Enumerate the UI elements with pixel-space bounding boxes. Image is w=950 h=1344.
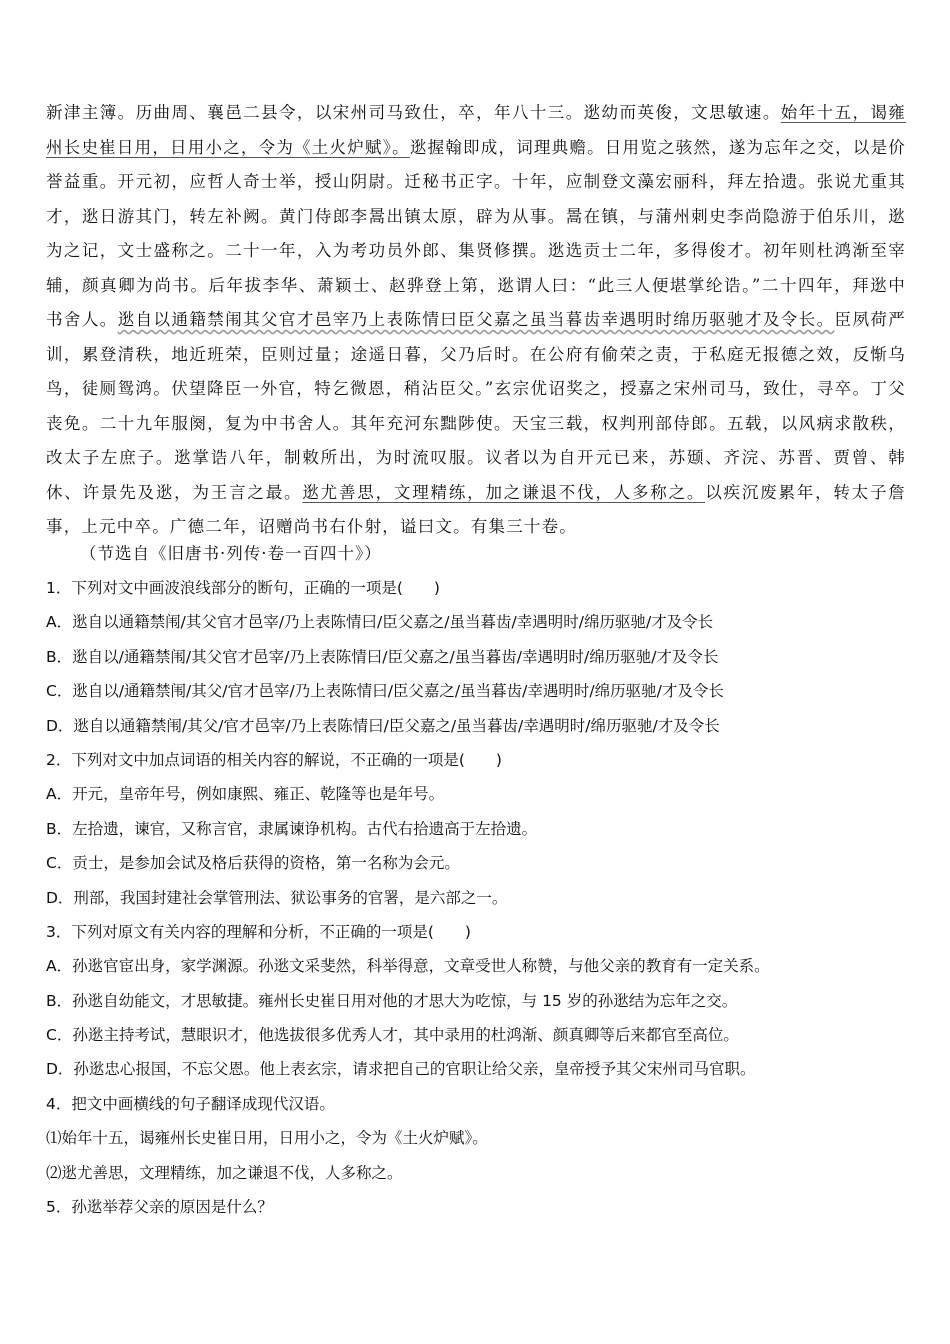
wavy-underlined-sentence: 逖自以通籍禁闱其父官才邑宰乃上表陈情曰臣父嘉之虽当暮齿幸遇明时绵历驱驰才及令长。 <box>117 310 835 329</box>
q4-item-2: ⑵逖尤善思，文理精练，加之谦退不伐，人多称之。 <box>46 1163 403 1182</box>
passage-text: 臣夙荷严训，累登清秩，地近班荣，臣则过量；途遥日暮，父乃后时。在公府有偷荣之责，于私庭无报德之效，反惭乌鸟，徒厕鸳鸿。伏望降臣一外官，特乞微恩，稍沾臣父。”玄宗优诏奖之，授嘉之宋州司马，致仕，寻卒。丁父丧免。二十九年服阕，复为中书舍人。其年充河东黜陟使。天宝三载，权判刑部侍郎。五载，以风病求散秩，改太子左庶子。逖掌诰八年，制敕所出，为时流叹服。议者以为自开元已来，苏颋、齐浣、苏晋、贾曾、韩休、许景先及逖，为王言之最。 <box>46 310 906 502</box>
question-stem-5: 5．孙逖举荐父亲的原因是什么？ <box>46 1198 273 1217</box>
q1-option-c: C．逖自以/通籍禁闱/其父/官才邑宰/乃上表陈情曰/臣父嘉之/虽当暮齿/幸遇明时/绵历驱驰/才及令长 <box>46 682 724 701</box>
q3-option-d: D．孙逖忠心报国，不忘父恩。他上表玄宗，请求把自己的官职让给父亲，皇帝授予其父宋州司马官职。 <box>46 1060 756 1079</box>
q2-option-a: A．开元，皇帝年号，例如康熙、雍正、乾隆等也是年号。 <box>46 785 445 804</box>
q1-option-a: A．逖自以通籍禁闱/其父官才邑宰/乃上表陈情曰/臣父嘉之/虽当暮齿/幸遇明时/绵历驱驰/才及令长 <box>46 613 714 632</box>
question-stem-1: 1．下列对文中画波浪线部分的断句，正确的一项是( ) <box>46 579 440 597</box>
question-list <box>46 571 916 1224</box>
q3-option-a: A．孙逖官宦出身，家学渊源。孙逖文采斐然，科举得意，文章受世人称赞，与他父亲的教育有一定关系。 <box>46 957 770 976</box>
passage-text: 逖握翰即成，词理典赡。日用览之骇然，遂为忘年之交，以是价誉益重。开元初，应哲人奇士举，授山阴尉。迁秘书正字。十年，应制登文藻宏丽科，拜左拾遗。张说尤重其才，逖日游其门，转左补阙。黄门侍郎李暠出镇太原，辟为从事。暠在镇，与蒲州刺史李尚隐游于伯乐川，逖为之记，文士盛称之。二十一年，入为考功员外郎、集贤修撰。逖选贡士二年，多得俊才。初年则杜鸿渐至宰辅，颜真卿为尚书。后年拔李华、萧颖士、赵骅登上第，逖谓人曰：“此三人便堪掌纶诰。”二十四年，拜逖中书舍人。 <box>46 137 907 329</box>
q4-item-1: ⑴始年十五，谒雍州长史崔日用，日用小之，令为《土火炉赋》。 <box>46 1129 488 1148</box>
passage-text: 以疾沉废累年，转太子詹事，上元中卒。广德二年，诏赠尚书右仆射，谥曰文。有集三十卷。 <box>46 482 907 536</box>
underlined-sentence-2: 逖尤善思，文理精练，加之谦退不伐，人多称之。 <box>302 482 706 502</box>
q2-option-c: C．贡士，是参加会试及格后获得的资格，第一名称为会元。 <box>46 854 460 873</box>
passage-text: 新津主簿。历曲周、襄邑二县令，以宋州司马致仕，卒，年八十三。逖幼而英俊，文思敏速。 <box>46 103 781 122</box>
q3-option-c: C．孙逖主持考试，慧眼识才，他选拔很多优秀人才，其中录用的杜鸿渐、颜真卿等后来都官至高位。 <box>46 1026 739 1045</box>
q1-option-b: B．逖自以/通籍禁闱/其父官才邑宰/乃上表陈情曰/臣父嘉之/虽当暮齿/幸遇明时/绵历驱驰/才及令长 <box>46 647 719 666</box>
source-citation: （节选自《旧唐书·列传·卷一百四十》） <box>80 544 382 563</box>
q3-option-b: B．孙逖自幼能文，才思敏捷。雍州长史崔日用对他的才思大为吃惊，与 15 岁的孙逖结为忘年之交。 <box>46 991 738 1010</box>
q2-option-b: B．左拾遗，谏官，又称言官，隶属谏诤机构。古代右拾遗高于左拾遗。 <box>46 819 538 838</box>
question-stem-4: 4．把文中画横线的句子翻译成现代汉语。 <box>46 1094 335 1113</box>
q2-option-d: D．刑部，我国封建社会掌管刑法、狱讼事务的官署，是六部之一。 <box>46 888 508 907</box>
q1-option-d: D．逖自以通籍禁闱/其父/官才邑宰/乃上表陈情曰/臣父嘉之/虽当暮齿/幸遇明时/绵历驱驰/才及令长 <box>46 716 720 735</box>
underlined-sentence-1: 始年十五，谒雍州长史崔日用，日用小之，令为《土火炉赋》。 <box>46 103 906 157</box>
question-stem-3: 3．下列对原文有关内容的理解和分析，不正确的一项是( ) <box>46 922 471 941</box>
classical-chinese-passage <box>46 96 906 545</box>
question-stem-2: 2．下列对文中加点词语的相关内容的解说，不正确的一项是( ) <box>46 750 502 769</box>
